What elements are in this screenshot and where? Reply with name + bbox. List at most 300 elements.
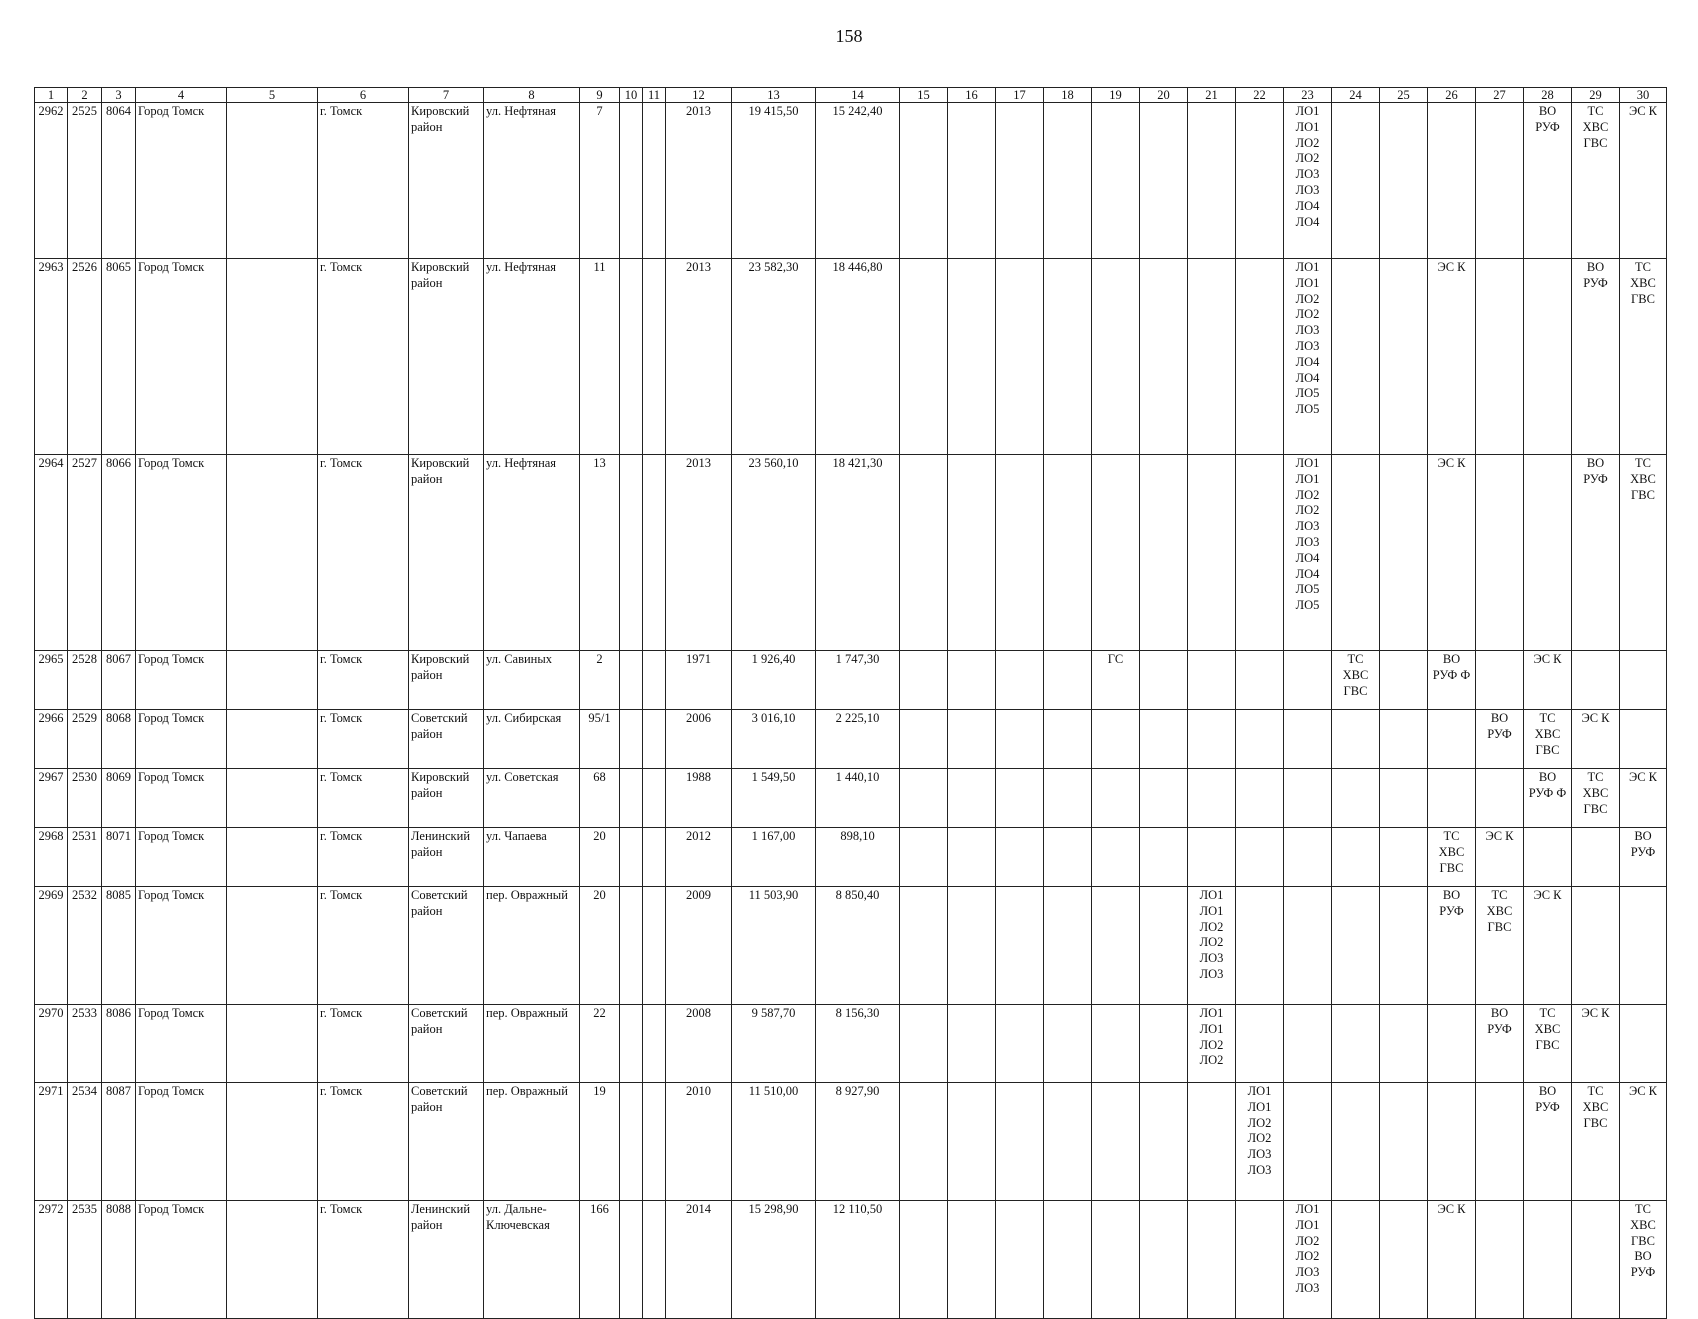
cell-col-18 (1044, 651, 1092, 710)
cell-col-1: 2965 (35, 651, 68, 710)
cell-col-13: 19 415,50 (732, 103, 816, 259)
cell-col-6: г. Томск (318, 259, 409, 455)
cell-col-19 (1092, 1005, 1140, 1083)
cell-col-6: г. Томск (318, 1083, 409, 1201)
table-row (35, 769, 1667, 828)
cell-col-4: Город Томск (136, 1201, 227, 1319)
cell-col-30: ТС ХВС ГВС (1620, 259, 1667, 455)
cell-col-7: Ленинский район (409, 1201, 484, 1319)
cell-col-12: 2008 (666, 1005, 732, 1083)
cell-col-13: 1 926,40 (732, 651, 816, 710)
table-row (35, 259, 1667, 455)
cell-col-22 (1236, 828, 1284, 887)
cell-col-11 (643, 259, 666, 455)
cell-col-30: ТС ХВС ГВС ВО РУФ (1620, 1201, 1667, 1319)
column-header-12: 12 (666, 88, 732, 103)
cell-col-24 (1332, 455, 1380, 651)
cell-col-12: 2006 (666, 710, 732, 769)
cell-col-4: Город Томск (136, 259, 227, 455)
cell-col-24 (1332, 769, 1380, 828)
cell-col-26 (1428, 1083, 1476, 1201)
cell-col-10 (620, 1201, 643, 1319)
cell-col-16 (948, 1201, 996, 1319)
cell-col-21 (1188, 828, 1236, 887)
cell-col-3: 8064 (102, 103, 136, 259)
cell-col-1: 2963 (35, 259, 68, 455)
cell-col-5 (227, 1201, 318, 1319)
cell-col-15 (900, 1201, 948, 1319)
cell-col-25 (1380, 887, 1428, 1005)
cell-col-16 (948, 887, 996, 1005)
cell-col-22 (1236, 103, 1284, 259)
cell-col-15 (900, 887, 948, 1005)
cell-col-23: ЛО1 ЛО1 ЛО2 ЛО2 ЛО3 ЛО3 ЛО4 ЛО4 ЛО5 ЛО5 (1284, 455, 1332, 651)
cell-col-28 (1524, 828, 1572, 887)
cell-col-10 (620, 887, 643, 1005)
cell-col-16 (948, 828, 996, 887)
cell-col-12: 2013 (666, 455, 732, 651)
cell-col-12: 2010 (666, 1083, 732, 1201)
cell-col-10 (620, 710, 643, 769)
cell-col-25 (1380, 1201, 1428, 1319)
cell-col-25 (1380, 103, 1428, 259)
cell-col-29 (1572, 828, 1620, 887)
cell-col-24 (1332, 103, 1380, 259)
cell-col-13: 3 016,10 (732, 710, 816, 769)
cell-col-23 (1284, 887, 1332, 1005)
cell-col-21 (1188, 259, 1236, 455)
cell-col-13: 11 510,00 (732, 1083, 816, 1201)
cell-col-3: 8087 (102, 1083, 136, 1201)
cell-col-22 (1236, 710, 1284, 769)
cell-col-16 (948, 651, 996, 710)
cell-col-30: ЭС К (1620, 1083, 1667, 1201)
cell-col-27 (1476, 103, 1524, 259)
cell-col-1: 2972 (35, 1201, 68, 1319)
cell-col-3: 8085 (102, 887, 136, 1005)
cell-col-14: 898,10 (816, 828, 900, 887)
cell-col-28: ТС ХВС ГВС (1524, 1005, 1572, 1083)
cell-col-21 (1188, 1201, 1236, 1319)
column-header-15: 15 (900, 88, 948, 103)
cell-col-4: Город Томск (136, 1083, 227, 1201)
cell-col-19 (1092, 1201, 1140, 1319)
cell-col-29: ВО РУФ (1572, 455, 1620, 651)
cell-col-4: Город Томск (136, 455, 227, 651)
column-header-16: 16 (948, 88, 996, 103)
cell-col-10 (620, 769, 643, 828)
cell-col-4: Город Томск (136, 828, 227, 887)
cell-col-27 (1476, 1083, 1524, 1201)
cell-col-26: ЭС К (1428, 455, 1476, 651)
column-header-10: 10 (620, 88, 643, 103)
cell-col-29: ТС ХВС ГВС (1572, 1083, 1620, 1201)
cell-col-10 (620, 828, 643, 887)
cell-col-7: Кировский район (409, 651, 484, 710)
cell-col-18 (1044, 1201, 1092, 1319)
column-header-14: 14 (816, 88, 900, 103)
cell-col-1: 2968 (35, 828, 68, 887)
cell-col-18 (1044, 769, 1092, 828)
cell-col-8: пер. Овражный (484, 1083, 580, 1201)
column-header-26: 26 (1428, 88, 1476, 103)
cell-col-14: 15 242,40 (816, 103, 900, 259)
cell-col-16 (948, 1083, 996, 1201)
cell-col-2: 2535 (68, 1201, 102, 1319)
cell-col-19 (1092, 769, 1140, 828)
cell-col-3: 8068 (102, 710, 136, 769)
registry-table (34, 87, 1667, 1319)
cell-col-5 (227, 1083, 318, 1201)
cell-col-10 (620, 651, 643, 710)
cell-col-21 (1188, 769, 1236, 828)
cell-col-19 (1092, 103, 1140, 259)
cell-col-9: 20 (580, 887, 620, 1005)
header-row (35, 88, 1667, 103)
cell-col-18 (1044, 455, 1092, 651)
cell-col-11 (643, 1201, 666, 1319)
cell-col-8: пер. Овражный (484, 1005, 580, 1083)
cell-col-15 (900, 769, 948, 828)
cell-col-23 (1284, 710, 1332, 769)
cell-col-5 (227, 455, 318, 651)
cell-col-23 (1284, 651, 1332, 710)
cell-col-6: г. Томск (318, 710, 409, 769)
cell-col-2: 2525 (68, 103, 102, 259)
cell-col-11 (643, 1005, 666, 1083)
cell-col-21 (1188, 710, 1236, 769)
cell-col-5 (227, 828, 318, 887)
cell-col-22 (1236, 651, 1284, 710)
column-header-19: 19 (1092, 88, 1140, 103)
cell-col-12: 2012 (666, 828, 732, 887)
cell-col-9: 22 (580, 1005, 620, 1083)
cell-col-16 (948, 710, 996, 769)
cell-col-14: 8 850,40 (816, 887, 900, 1005)
cell-col-20 (1140, 828, 1188, 887)
cell-col-8: ул. Советская (484, 769, 580, 828)
cell-col-17 (996, 1083, 1044, 1201)
cell-col-6: г. Томск (318, 828, 409, 887)
cell-col-11 (643, 887, 666, 1005)
cell-col-24 (1332, 828, 1380, 887)
cell-col-24 (1332, 710, 1380, 769)
cell-col-8: ул. Нефтяная (484, 103, 580, 259)
column-header-8: 8 (484, 88, 580, 103)
cell-col-2: 2530 (68, 769, 102, 828)
cell-col-17 (996, 828, 1044, 887)
column-header-20: 20 (1140, 88, 1188, 103)
table-row (35, 1005, 1667, 1083)
cell-col-21 (1188, 455, 1236, 651)
cell-col-1: 2962 (35, 103, 68, 259)
cell-col-12: 1971 (666, 651, 732, 710)
cell-col-18 (1044, 1083, 1092, 1201)
cell-col-23: ЛО1 ЛО1 ЛО2 ЛО2 ЛО3 ЛО3 ЛО4 ЛО4 ЛО5 ЛО5 (1284, 259, 1332, 455)
cell-col-23 (1284, 769, 1332, 828)
cell-col-27: ЭС К (1476, 828, 1524, 887)
cell-col-27 (1476, 1201, 1524, 1319)
table-row (35, 1083, 1667, 1201)
cell-col-20 (1140, 887, 1188, 1005)
cell-col-24 (1332, 887, 1380, 1005)
cell-col-2: 2532 (68, 887, 102, 1005)
cell-col-11 (643, 769, 666, 828)
cell-col-5 (227, 710, 318, 769)
cell-col-20 (1140, 455, 1188, 651)
table-body (35, 103, 1667, 1319)
cell-col-1: 2967 (35, 769, 68, 828)
cell-col-8: ул. Нефтяная (484, 259, 580, 455)
cell-col-9: 166 (580, 1201, 620, 1319)
cell-col-2: 2527 (68, 455, 102, 651)
cell-col-4: Город Томск (136, 710, 227, 769)
cell-col-2: 2533 (68, 1005, 102, 1083)
column-header-17: 17 (996, 88, 1044, 103)
cell-col-13: 9 587,70 (732, 1005, 816, 1083)
cell-col-9: 13 (580, 455, 620, 651)
cell-col-1: 2970 (35, 1005, 68, 1083)
cell-col-20 (1140, 769, 1188, 828)
cell-col-9: 7 (580, 103, 620, 259)
cell-col-19 (1092, 828, 1140, 887)
cell-col-16 (948, 455, 996, 651)
cell-col-24 (1332, 1201, 1380, 1319)
cell-col-23 (1284, 1083, 1332, 1201)
cell-col-17 (996, 769, 1044, 828)
cell-col-17 (996, 1005, 1044, 1083)
cell-col-23: ЛО1 ЛО1 ЛО2 ЛО2 ЛО3 ЛО3 ЛО4 ЛО4 (1284, 103, 1332, 259)
cell-col-7: Кировский район (409, 769, 484, 828)
cell-col-7: Советский район (409, 1083, 484, 1201)
cell-col-22 (1236, 1005, 1284, 1083)
cell-col-7: Советский район (409, 710, 484, 769)
cell-col-6: г. Томск (318, 1201, 409, 1319)
cell-col-12: 1988 (666, 769, 732, 828)
cell-col-5 (227, 887, 318, 1005)
column-header-18: 18 (1044, 88, 1092, 103)
cell-col-22 (1236, 1201, 1284, 1319)
cell-col-17 (996, 1201, 1044, 1319)
cell-col-14: 8 927,90 (816, 1083, 900, 1201)
cell-col-14: 1 747,30 (816, 651, 900, 710)
table-row (35, 710, 1667, 769)
cell-col-4: Город Томск (136, 1005, 227, 1083)
cell-col-28: ВО РУФ (1524, 103, 1572, 259)
column-header-11: 11 (643, 88, 666, 103)
cell-col-4: Город Томск (136, 103, 227, 259)
column-header-7: 7 (409, 88, 484, 103)
cell-col-20 (1140, 1083, 1188, 1201)
cell-col-20 (1140, 651, 1188, 710)
cell-col-30: ВО РУФ (1620, 828, 1667, 887)
cell-col-28 (1524, 1201, 1572, 1319)
cell-col-26 (1428, 1005, 1476, 1083)
cell-col-25 (1380, 828, 1428, 887)
cell-col-24: ТС ХВС ГВС (1332, 651, 1380, 710)
cell-col-1: 2966 (35, 710, 68, 769)
cell-col-4: Город Томск (136, 651, 227, 710)
cell-col-13: 1 549,50 (732, 769, 816, 828)
cell-col-9: 11 (580, 259, 620, 455)
cell-col-28: ВО РУФ Ф (1524, 769, 1572, 828)
column-header-5: 5 (227, 88, 318, 103)
cell-col-8: ул. Дальне-Ключевская (484, 1201, 580, 1319)
cell-col-5 (227, 103, 318, 259)
cell-col-2: 2529 (68, 710, 102, 769)
table-row (35, 103, 1667, 259)
cell-col-4: Город Томск (136, 887, 227, 1005)
cell-col-30 (1620, 651, 1667, 710)
cell-col-30 (1620, 887, 1667, 1005)
cell-col-20 (1140, 103, 1188, 259)
cell-col-15 (900, 1005, 948, 1083)
cell-col-7: Кировский район (409, 455, 484, 651)
cell-col-28: ЭС К (1524, 651, 1572, 710)
cell-col-7: Советский район (409, 887, 484, 1005)
cell-col-16 (948, 769, 996, 828)
cell-col-16 (948, 1005, 996, 1083)
column-header-3: 3 (102, 88, 136, 103)
cell-col-1: 2971 (35, 1083, 68, 1201)
cell-col-29 (1572, 887, 1620, 1005)
column-header-6: 6 (318, 88, 409, 103)
cell-col-2: 2531 (68, 828, 102, 887)
cell-col-22 (1236, 887, 1284, 1005)
cell-col-19 (1092, 455, 1140, 651)
cell-col-11 (643, 1083, 666, 1201)
cell-col-28: ЭС К (1524, 887, 1572, 1005)
column-header-9: 9 (580, 88, 620, 103)
cell-col-16 (948, 103, 996, 259)
cell-col-25 (1380, 651, 1428, 710)
cell-col-19 (1092, 1083, 1140, 1201)
cell-col-13: 15 298,90 (732, 1201, 816, 1319)
cell-col-11 (643, 710, 666, 769)
cell-col-19 (1092, 887, 1140, 1005)
cell-col-28 (1524, 259, 1572, 455)
cell-col-24 (1332, 1005, 1380, 1083)
cell-col-10 (620, 1083, 643, 1201)
cell-col-15 (900, 103, 948, 259)
cell-col-10 (620, 259, 643, 455)
cell-col-1: 2964 (35, 455, 68, 651)
cell-col-22 (1236, 455, 1284, 651)
cell-col-9: 2 (580, 651, 620, 710)
cell-col-12: 2013 (666, 103, 732, 259)
cell-col-9: 68 (580, 769, 620, 828)
cell-col-10 (620, 455, 643, 651)
cell-col-3: 8066 (102, 455, 136, 651)
column-header-29: 29 (1572, 88, 1620, 103)
cell-col-6: г. Томск (318, 455, 409, 651)
cell-col-17 (996, 710, 1044, 769)
cell-col-26: ВО РУФ (1428, 887, 1476, 1005)
cell-col-17 (996, 103, 1044, 259)
cell-col-20 (1140, 259, 1188, 455)
cell-col-2: 2528 (68, 651, 102, 710)
cell-col-18 (1044, 887, 1092, 1005)
cell-col-7: Ленинский район (409, 828, 484, 887)
cell-col-8: ул. Чапаева (484, 828, 580, 887)
cell-col-24 (1332, 1083, 1380, 1201)
cell-col-2: 2534 (68, 1083, 102, 1201)
cell-col-27 (1476, 769, 1524, 828)
cell-col-20 (1140, 1005, 1188, 1083)
cell-col-22 (1236, 769, 1284, 828)
cell-col-10 (620, 103, 643, 259)
cell-col-22 (1236, 259, 1284, 455)
column-header-21: 21 (1188, 88, 1236, 103)
table-row (35, 651, 1667, 710)
cell-col-11 (643, 103, 666, 259)
cell-col-17 (996, 455, 1044, 651)
cell-col-30: ЭС К (1620, 103, 1667, 259)
cell-col-18 (1044, 259, 1092, 455)
cell-col-20 (1140, 1201, 1188, 1319)
cell-col-14: 12 110,50 (816, 1201, 900, 1319)
cell-col-3: 8067 (102, 651, 136, 710)
cell-col-26: ВО РУФ Ф (1428, 651, 1476, 710)
cell-col-5 (227, 1005, 318, 1083)
cell-col-9: 19 (580, 1083, 620, 1201)
cell-col-19 (1092, 710, 1140, 769)
cell-col-7: Кировский район (409, 103, 484, 259)
cell-col-16 (948, 259, 996, 455)
cell-col-21 (1188, 651, 1236, 710)
cell-col-21: ЛО1 ЛО1 ЛО2 ЛО2 ЛО3 ЛО3 (1188, 887, 1236, 1005)
cell-col-20 (1140, 710, 1188, 769)
cell-col-5 (227, 259, 318, 455)
cell-col-18 (1044, 103, 1092, 259)
cell-col-8: ул. Нефтяная (484, 455, 580, 651)
cell-col-3: 8071 (102, 828, 136, 887)
cell-col-28: ВО РУФ (1524, 1083, 1572, 1201)
cell-col-6: г. Томск (318, 103, 409, 259)
cell-col-27: ВО РУФ (1476, 1005, 1524, 1083)
cell-col-3: 8086 (102, 1005, 136, 1083)
cell-col-21: ЛО1 ЛО1 ЛО2 ЛО2 (1188, 1005, 1236, 1083)
cell-col-25 (1380, 769, 1428, 828)
column-header-28: 28 (1524, 88, 1572, 103)
cell-col-29 (1572, 651, 1620, 710)
cell-col-17 (996, 259, 1044, 455)
cell-col-14: 1 440,10 (816, 769, 900, 828)
cell-col-28 (1524, 455, 1572, 651)
cell-col-15 (900, 828, 948, 887)
cell-col-5 (227, 651, 318, 710)
column-header-23: 23 (1284, 88, 1332, 103)
cell-col-27: ТС ХВС ГВС (1476, 887, 1524, 1005)
cell-col-18 (1044, 1005, 1092, 1083)
cell-col-25 (1380, 1005, 1428, 1083)
cell-col-14: 18 421,30 (816, 455, 900, 651)
cell-col-23 (1284, 828, 1332, 887)
cell-col-8: ул. Савиных (484, 651, 580, 710)
cell-col-26: ЭС К (1428, 1201, 1476, 1319)
cell-col-6: г. Томск (318, 1005, 409, 1083)
cell-col-27 (1476, 259, 1524, 455)
cell-col-17 (996, 887, 1044, 1005)
cell-col-13: 23 582,30 (732, 259, 816, 455)
cell-col-7: Кировский район (409, 259, 484, 455)
cell-col-1: 2969 (35, 887, 68, 1005)
table-row (35, 1201, 1667, 1319)
cell-col-6: г. Томск (318, 651, 409, 710)
cell-col-2: 2526 (68, 259, 102, 455)
cell-col-13: 23 560,10 (732, 455, 816, 651)
cell-col-10 (620, 1005, 643, 1083)
